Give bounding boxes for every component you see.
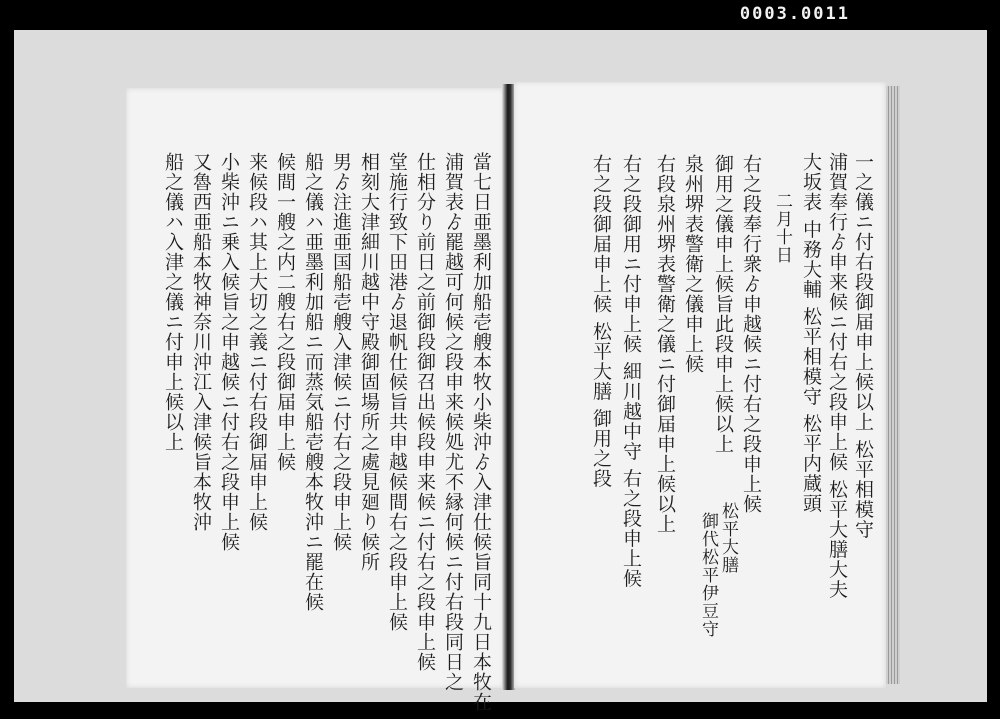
left-column-3: 仕相分り前日之前御段御召出候段申来候ニ付右之段申上候: [414, 152, 436, 672]
right-column-6: 御用之儀申上候旨此段申上候以上: [712, 154, 734, 454]
right-column-4: 二月十日: [772, 192, 792, 264]
left-page: [126, 88, 504, 712]
left-column-2: 浦賀表ゟ罷越可何候之段申来候処尤不縁何候ニ付右段同日之: [442, 152, 464, 692]
right-column-5: 右之段奉行衆ゟ申越候ニ付右之段申上候: [740, 154, 762, 514]
left-column-10: 小柴沖ニ乗入候旨之申越候ニ付右之段申上候: [218, 152, 240, 552]
right-column-9: 右之段御用ニ付申上候 細川越中守 右之段申上候: [620, 154, 642, 589]
right-column-1: 一之儀ニ付右段御届申上候以上 松平相模守: [852, 152, 874, 540]
left-column-11: 又魯西亜船本牧神奈川沖江入津候旨本牧沖: [190, 152, 212, 532]
left-column-8: 候間一艘之内二艘右之段御届申上候: [274, 152, 296, 472]
left-column-1: 當七日亜墨利加船壱艘本牧小柴沖ゟ入津仕候旨同十九日本牧在: [470, 152, 492, 712]
film-frame-number: 0003.0011: [739, 4, 850, 24]
right-column-10: 右之段御届申上候 松平大膳 御用之段: [590, 154, 612, 489]
left-column-6: 男ゟ注進亜国船壱艘入津候ニ付右之段申上候: [330, 152, 352, 552]
right-column-3: 大坂表 中務大輔 松平相模守 松平内蔵頭: [800, 152, 822, 514]
right-column-7: 泉州堺表警衛之儀申上候: [682, 154, 704, 374]
right-column-2: 浦賀奉行ゟ申来候ニ付右之段申上候 松平大膳大夫: [826, 152, 848, 600]
left-column-5: 相刻大津細川越中守殿御固場所之處見廻り候所: [358, 152, 380, 572]
open-book: [122, 78, 904, 712]
signature-1: 松平大膳: [718, 502, 738, 574]
left-column-9: 来候段ハ其上大切之義ニ付右段御届申上候: [246, 152, 268, 532]
page-edges: [886, 86, 900, 684]
right-column-8: 右段泉州堺表警衛之儀ニ付御届申上候以上: [654, 154, 676, 534]
right-page: [514, 82, 886, 688]
left-column-4: 堂施行致下田港ゟ退帆仕候旨共申越候間右之段申上候: [386, 152, 408, 632]
left-column-12: 船之儀ハ入津之儀ニ付申上候以上: [162, 152, 184, 452]
scan-mount: [14, 30, 987, 712]
left-column-7: 船之儀ハ亜墨利加船ニ而蒸気船壱艘本牧沖ニ罷在候: [302, 152, 324, 612]
signature-2: 御代松平伊豆守: [698, 512, 718, 638]
